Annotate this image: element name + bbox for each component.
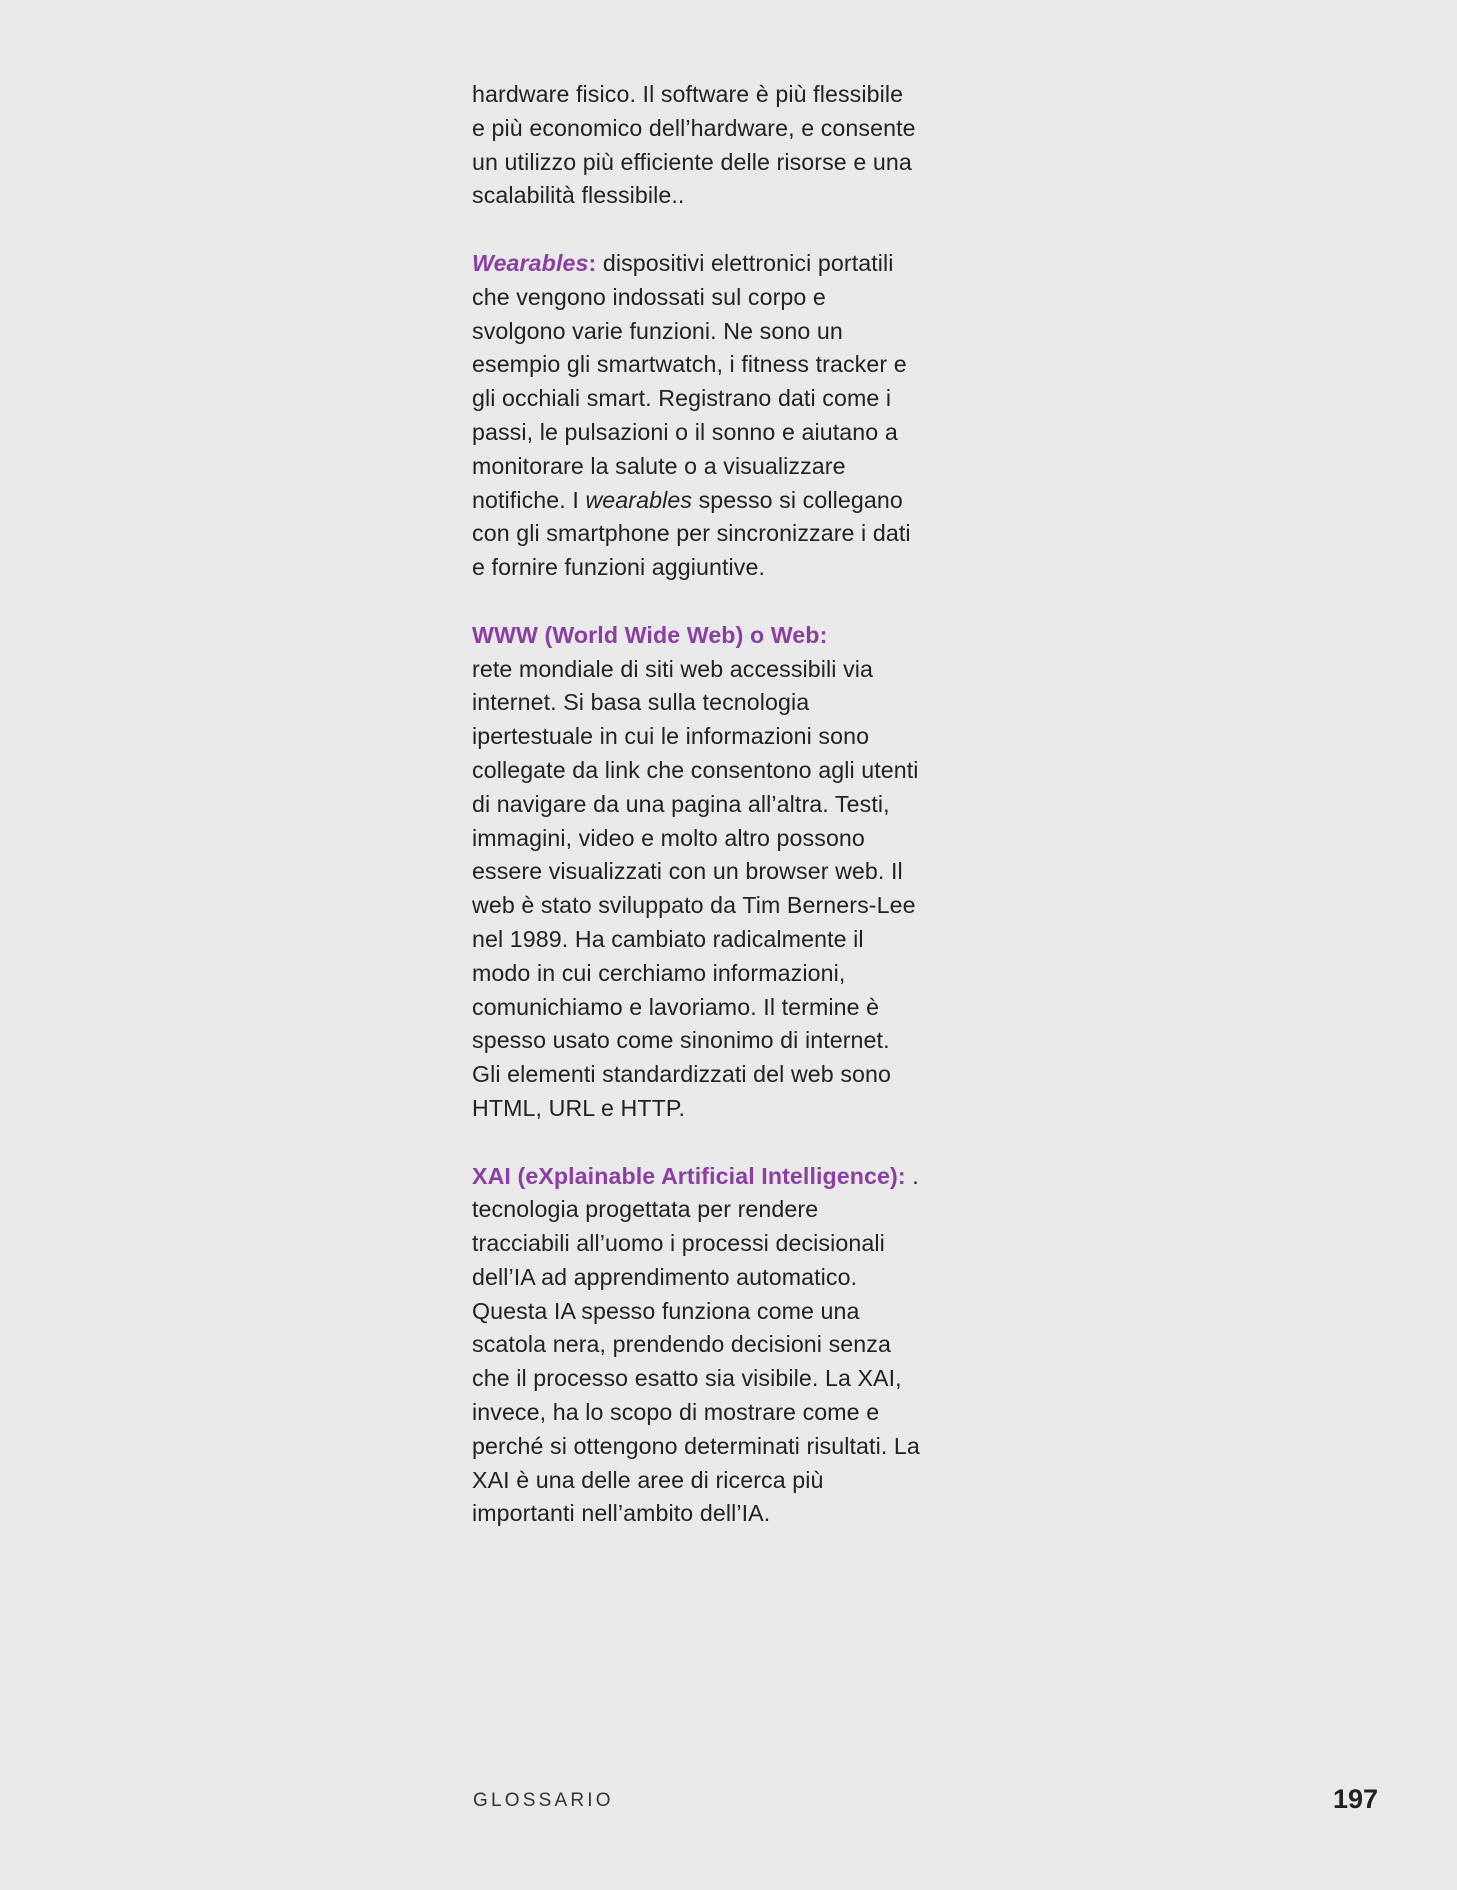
term-wearables: [472, 250, 596, 276]
term-wearables-label: Wearables: [472, 249, 589, 276]
term-wearables-colon: :: [588, 249, 597, 276]
term-xai: XAI (eXplainable Artificial Intelligence):: [472, 1162, 906, 1189]
entry-wearables: [472, 247, 922, 585]
footer-section-label: GLOSSARIO: [473, 1790, 614, 1811]
entry-xai: [472, 1160, 922, 1532]
wearables-text-part-2: spesso si collegano con gli smartphone per sincronizzare i dati e fornire funzioni aggiuntive.: [472, 486, 911, 581]
term-xai-line: [472, 1160, 922, 1194]
www-definition-text: rete mondiale di siti web accessibili via internet. Si basa sulla tecnologia ipertestuale in cui le informazioni sono collegate da link che consentono agli utenti di navigare da una pagina all’altra. Testi, immagini, video e molto altro possono essere visualizzati con un browser web. Il web è stato sviluppato da Tim Berners-Lee nel 1989. Ha cambiato radicalmente il modo in cui cerchiamo informazioni, comunichiamo e lavoriamo. Il termine è spesso usato come sinonimo di internet. Gli elementi standardizzati del web sono HTML, URL e HTTP.: [472, 655, 919, 1121]
term-www: WWW (World Wide Web) o Web:: [472, 621, 828, 648]
wearables-italic-word: wearables: [585, 486, 693, 513]
xai-definition-text: tecnologia progettata per rendere tracciabili all’uomo i processi decisionali dell’IA ad apprendimento automatico. Questa IA spesso funziona come una scatola nera, prendendo decisioni senza che il processo esatto sia visibile. La XAI, invece, ha lo scopo di mostrare come e perché si ottengono determinati risultati. La XAI è una delle aree di ricerca più importanti nell’ambito dell’IA.: [472, 1196, 920, 1527]
page-number: 197: [1332, 1784, 1378, 1814]
glossary-column: [472, 78, 922, 1565]
continuation-text: hardware fisico. Il software è più flessibile e più economico dell’hardware, e consente un utilizzo più efficiente delle risorse e una scalabilità flessibile..: [472, 81, 916, 209]
term-xai-trailing: .: [905, 1162, 919, 1189]
entry-www: [472, 619, 922, 1126]
wearables-text-part-1: dispositivi elettronici portatili che vengono indossati sul corpo e svolgono varie funzioni. Ne sono un esempio gli smartwatch, i fitness tracker e gli occhiali smart. Registrano dati come i passi, le pulsazioni o il sonno e aiutano a monitorare la salute o a visualizzare notifiche. I: [472, 249, 907, 513]
entry-continuation: [472, 78, 922, 213]
